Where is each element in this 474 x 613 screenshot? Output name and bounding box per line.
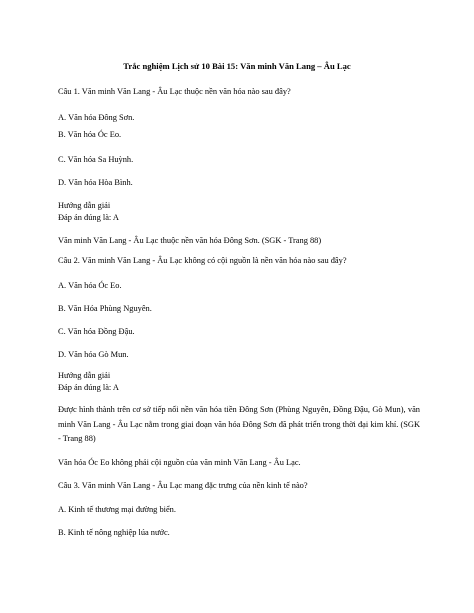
q2-answer: Đáp án đúng là: A (58, 383, 119, 392)
q1-explanation: Văn minh Văn Lang - Âu Lạc thuộc nền văn hóa Đông Sơn. (SGK - Trang 88) (58, 236, 322, 245)
page-title: Trắc nghiệm Lịch sử 10 Bài 15: Văn minh Văn Lang – Âu Lạc (123, 61, 351, 71)
question-3: Câu 3. Văn minh Văn Lang - Âu Lạc mang đặc trưng của nền kinh tế nào? (58, 481, 308, 490)
q2-option-d: D. Văn hóa Gò Mun. (58, 350, 129, 359)
q3-option-a: A. Kinh tế thương mại đường biển. (58, 505, 176, 514)
q1-option-a: A. Văn hóa Đông Sơn. (58, 113, 135, 122)
question-1: Câu 1. Văn minh Văn Lang - Âu Lạc thuộc nền văn hóa nào sau đây? (58, 87, 291, 96)
q1-option-d: D. Văn hóa Hòa Bình. (58, 178, 133, 187)
q1-answer: Đáp án đúng là: A (58, 213, 119, 222)
q1-option-b: B. Văn hóa Óc Eo. (58, 130, 122, 139)
question-2: Câu 2. Văn minh Văn Lang - Âu Lạc không có cội nguồn là nền văn hóa nào sau đây? (58, 256, 347, 265)
q2-option-c: C. Văn hóa Đồng Đậu. (58, 327, 135, 336)
q3-option-b: B. Kinh tế nông nghiệp lúa nước. (58, 528, 170, 537)
q2-guide-heading: Hướng dẫn giải (58, 371, 111, 380)
q1-option-c: C. Văn hóa Sa Huỳnh. (58, 155, 134, 164)
q2-option-b: B. Văn Hóa Phùng Nguyên. (58, 304, 152, 313)
q2-option-a: A. Văn hóa Óc Eo. (58, 281, 122, 290)
q2-explanation: Được hình thành trên cơ sở tiếp nối nền văn hóa tiền Đông Sơn (Phùng Nguyên, Đồng Đậu, Gò Mun), văn minh Văn Lang - Âu Lạc nằm trong giai đoạn văn hóa Đông Sơn đã phát triển trong thời đại kim khí. (SGK - Trang 88) (58, 405, 420, 443)
q1-guide-heading: Hướng dẫn giải (58, 201, 111, 210)
q2-note: Văn hóa Óc Eo không phải cội nguồn của văn minh Văn Lang - Âu Lạc. (58, 458, 301, 467)
